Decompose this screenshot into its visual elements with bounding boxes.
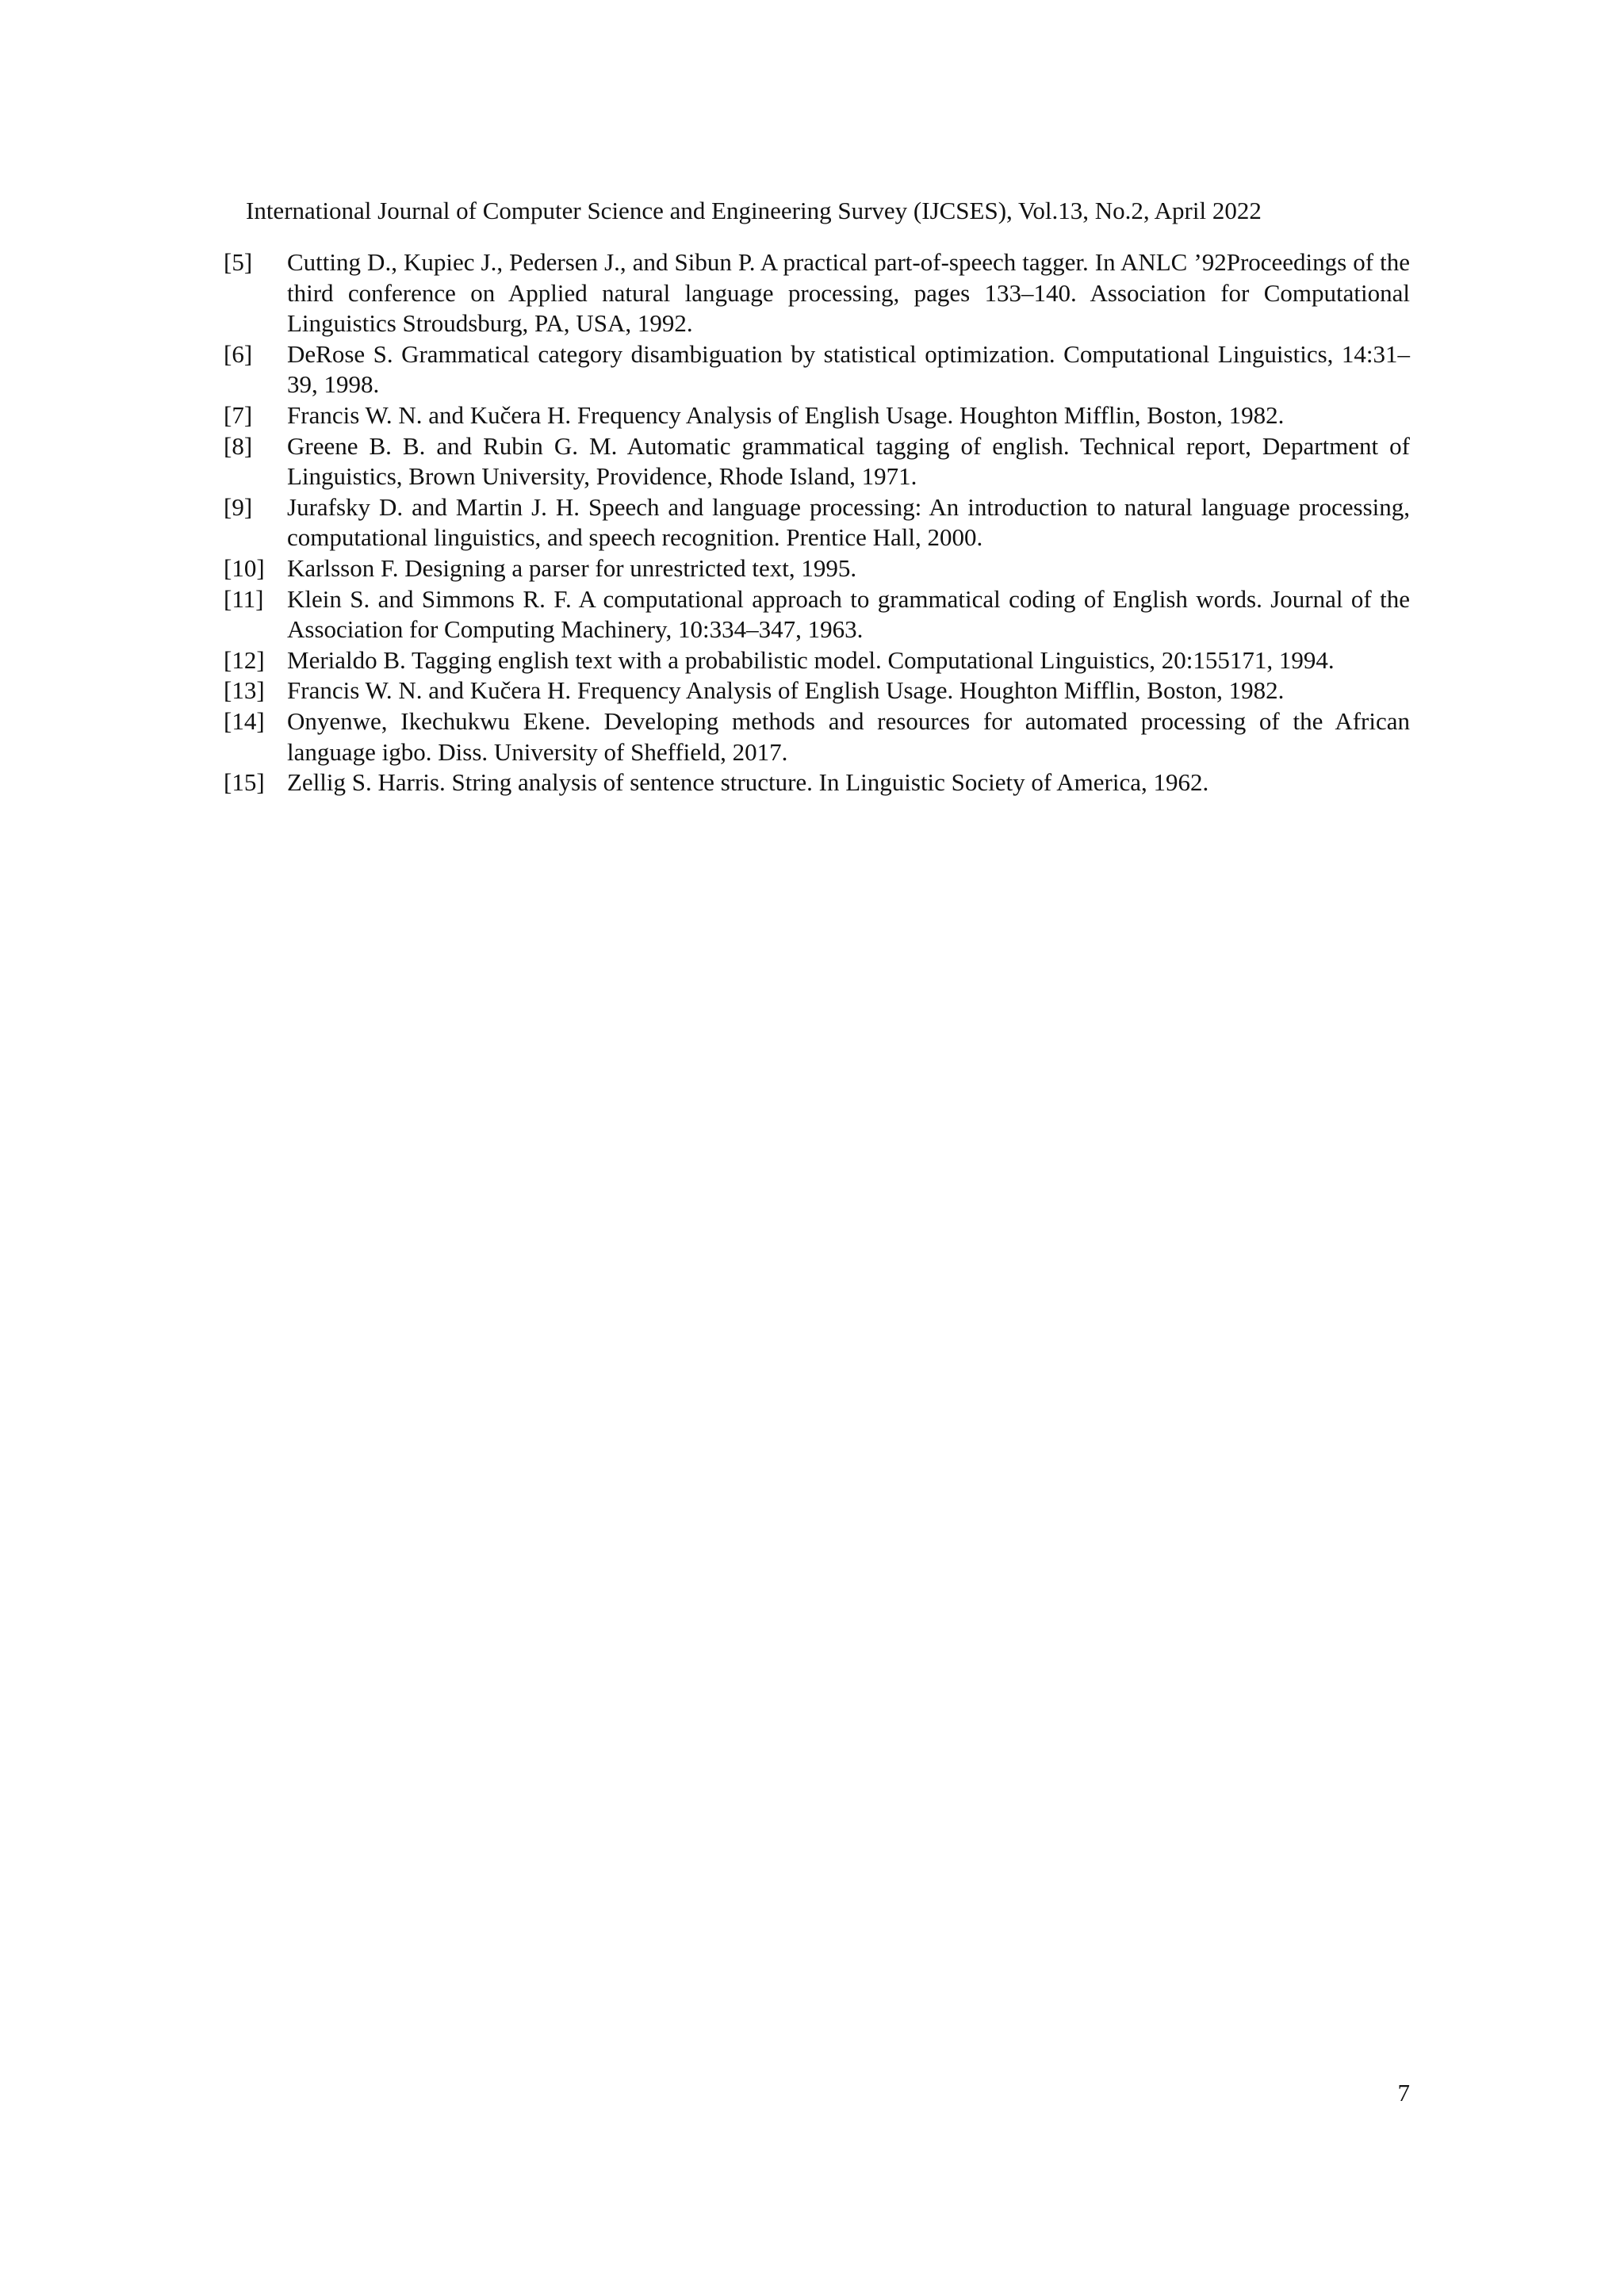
reference-text: DeRose S. Grammatical category disambiguation by statistical optimization. Computational Linguistics, 14:31–39, 1998.: [287, 339, 1410, 399]
reference-item-12: [224, 645, 1410, 676]
reference-text: Greene B. B. and Rubin G. M. Automatic grammatical tagging of english. Technical report, Department of Linguistics, Brown University, Providence, Rhode Island, 1971.: [287, 431, 1410, 491]
reference-number: [6]: [224, 339, 253, 368]
reference-item-14: [224, 706, 1410, 767]
reference-text: Jurafsky D. and Martin J. H. Speech and language processing: An introduction to natural language processing, computational linguistics, and speech recognition. Prentice Hall, 2000.: [287, 492, 1410, 552]
reference-item-13: [224, 675, 1410, 706]
reference-number: [12]: [224, 645, 265, 674]
page-number: 7: [1397, 2079, 1410, 2107]
running-header: International Journal of Computer Science and Engineering Survey (IJCSES), Vol.13, No.2, April 2022: [246, 197, 1262, 224]
reference-item-10: [224, 553, 1410, 584]
reference-text: Zellig S. Harris. String analysis of sentence structure. In Linguistic Society of America, 1962.: [287, 768, 1209, 797]
reference-text: Francis W. N. and Kučera H. Frequency Analysis of English Usage. Houghton Mifflin, Boston, 1982.: [287, 400, 1285, 429]
reference-number: [15]: [224, 768, 265, 797]
reference-item-8: [224, 431, 1410, 492]
reference-text: Cutting D., Kupiec J., Pedersen J., and Sibun P. A practical part-of-speech tagger. In ANLC ’92Proceedings of the third conference on Applied natural language processing, pages 133–140. Association for Computational Linguistics Stroudsburg, PA, USA, 1992.: [287, 248, 1410, 338]
reference-item-7: [224, 400, 1410, 431]
reference-text: Onyenwe, Ikechukwu Ekene. Developing methods and resources for automated processing of the African language igbo. Diss. University of Sheffield, 2017.: [287, 706, 1410, 766]
reference-number: [14]: [224, 706, 265, 735]
reference-number: [11]: [224, 584, 264, 613]
reference-text: Karlsson F. Designing a parser for unrestricted text, 1995.: [287, 553, 857, 582]
reference-number: [10]: [224, 553, 265, 582]
reference-item-15: [224, 767, 1410, 798]
reference-number: [7]: [224, 400, 253, 429]
reference-item-11: [224, 584, 1410, 645]
reference-text: Klein S. and Simmons R. F. A computational approach to grammatical coding of English words. Journal of the Association for Computing Machinery, 10:334–347, 1963.: [287, 584, 1410, 644]
reference-item-9: [224, 492, 1410, 553]
reference-item-5: [224, 247, 1410, 339]
reference-number: [13]: [224, 676, 265, 705]
reference-text: Merialdo B. Tagging english text with a probabilistic model. Computational Linguistics, 20:155171, 1994.: [287, 645, 1335, 674]
reference-text: Francis W. N. and Kučera H. Frequency Analysis of English Usage. Houghton Mifflin, Boston, 1982.: [287, 676, 1285, 705]
reference-number: [5]: [224, 248, 253, 276]
reference-number: [9]: [224, 492, 253, 521]
reference-number: [8]: [224, 431, 253, 460]
reference-list: [224, 247, 1410, 798]
reference-item-6: [224, 339, 1410, 400]
